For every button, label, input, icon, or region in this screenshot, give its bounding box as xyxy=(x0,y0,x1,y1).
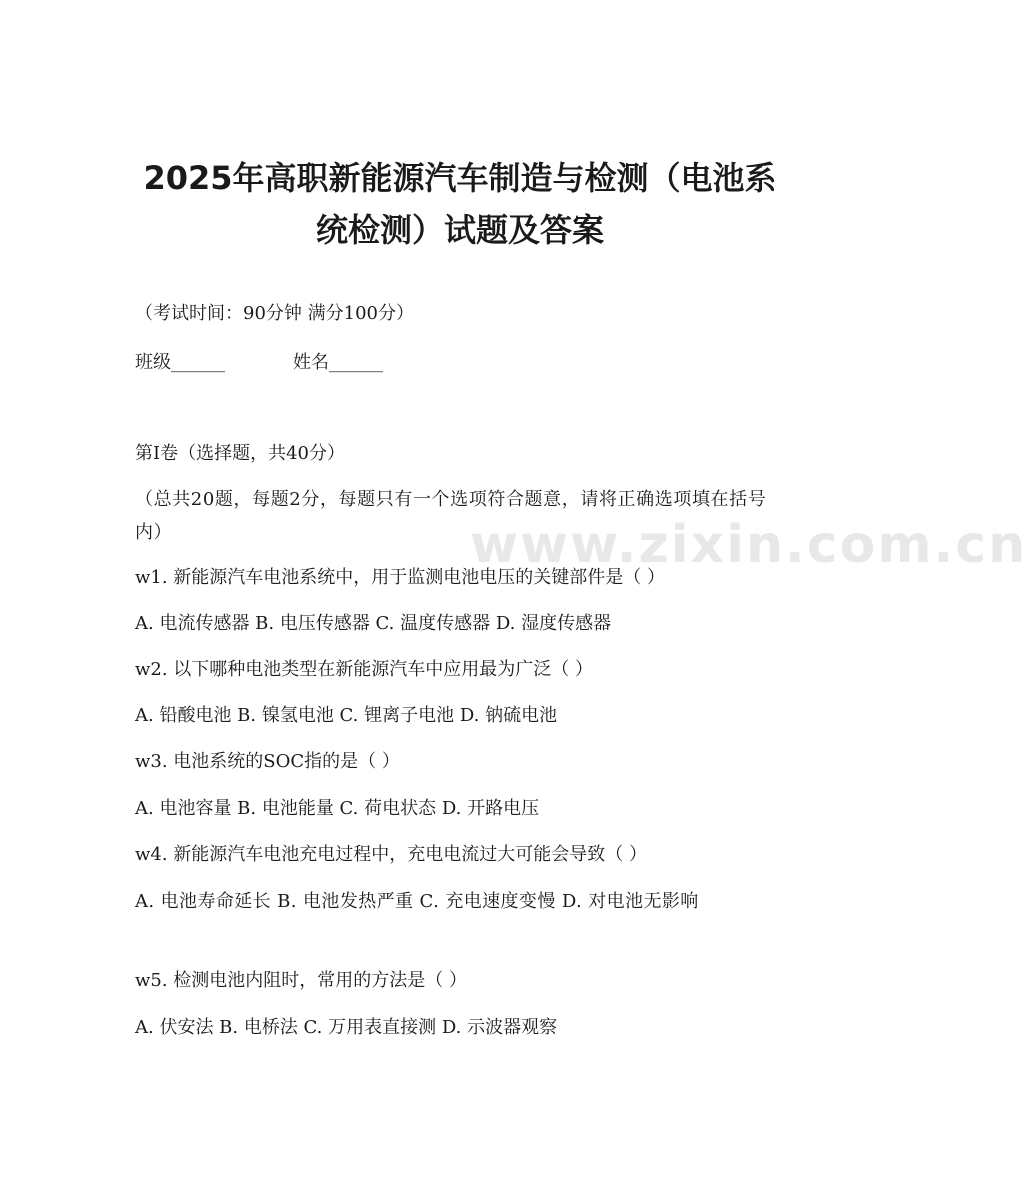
question-1-options: A. 电流传感器 B. 电压传感器 C. 温度传感器 D. 湿度传感器 xyxy=(135,613,612,634)
document-title xyxy=(90,152,830,256)
student-info-row xyxy=(135,346,785,379)
title-line-2: 统检测）试题及答案 xyxy=(315,211,604,249)
question-3-options: A. 电池容量 B. 电池能量 C. 荷电状态 D. 开路电压 xyxy=(135,798,540,819)
instructions: （总共20题，每题2分，每题只有一个选项符合题意，请将正确选项填在括号内） xyxy=(135,489,767,543)
exam-info: （考试时间：90分钟 满分100分） xyxy=(135,303,414,324)
class-field: 班级______ xyxy=(135,352,225,373)
question-2-stem: w2. 以下哪种电池类型在新能源汽车中应用最为广泛（ ） xyxy=(135,659,594,680)
question-2-options: A. 铅酸电池 B. 镍氢电池 C. 锂离子电池 D. 钠硫电池 xyxy=(135,705,558,726)
watermark: www.zixin.com.cn xyxy=(470,515,1027,575)
question-1-stem: w1. 新能源汽车电池系统中，用于监测电池电压的关键部件是（ ） xyxy=(135,567,666,588)
question-4-options: A. 电池寿命延长 B. 电池发热严重 C. 充电速度变慢 D. 对电池无影响 xyxy=(135,891,699,912)
title-line-1: 2025年高职新能源汽车制造与检测（电池系 xyxy=(143,159,777,197)
question-3-stem: w3. 电池系统的SOC指的是（ ） xyxy=(135,751,400,772)
question-5-stem: w5. 检测电池内阻时，常用的方法是（ ） xyxy=(135,970,468,991)
section-header: 第I卷（选择题，共40分） xyxy=(135,443,346,464)
question-5-options: A. 伏安法 B. 电桥法 C. 万用表直接测 D. 示波器观察 xyxy=(135,1017,558,1038)
question-4-stem: w4. 新能源汽车电池充电过程中，充电电流过大可能会导致（ ） xyxy=(135,844,648,865)
name-field: 姓名______ xyxy=(293,352,383,373)
